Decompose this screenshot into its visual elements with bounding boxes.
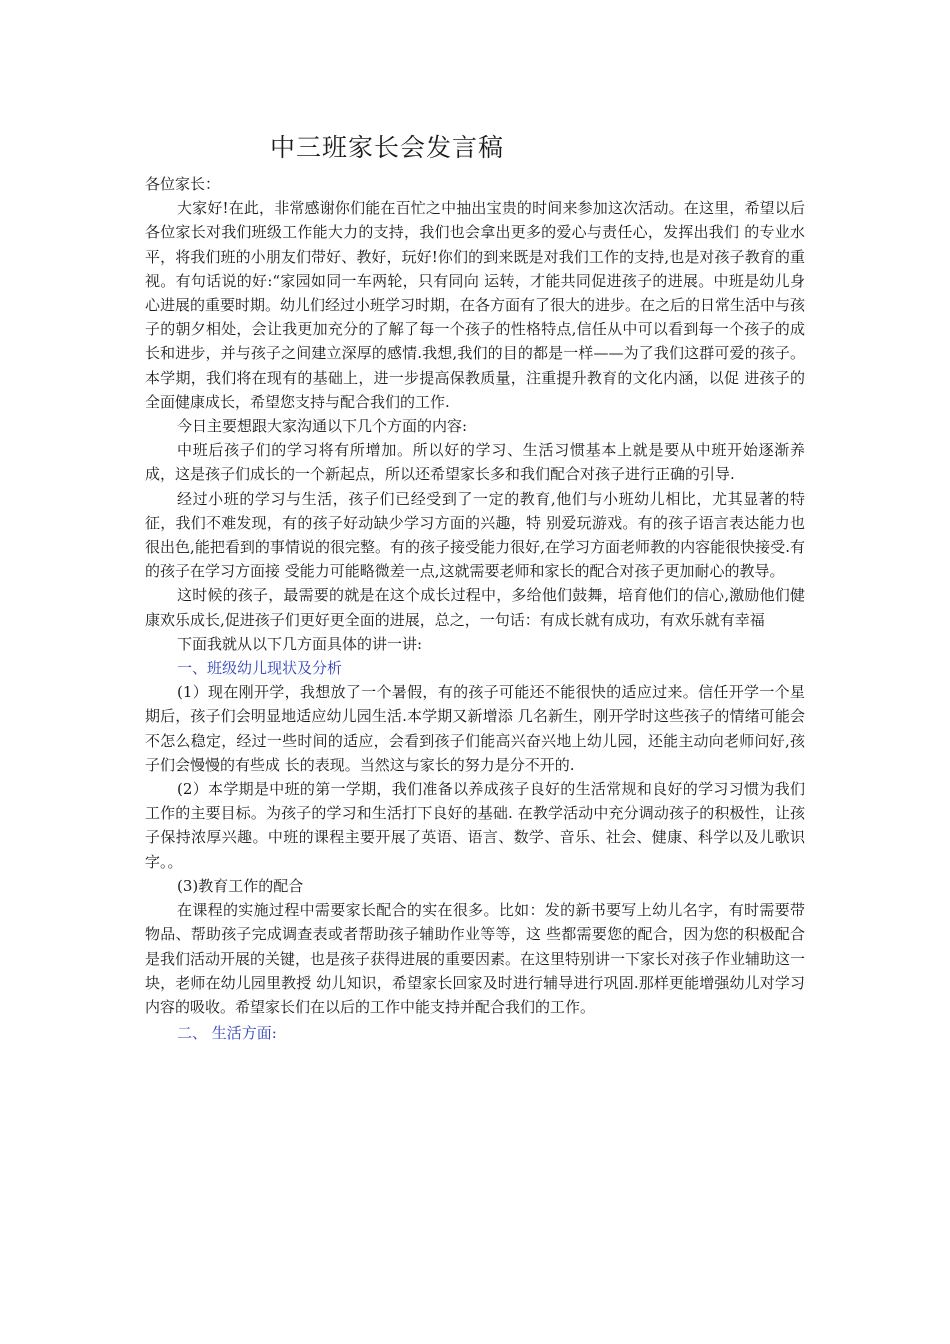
section-item-1: (1）现在刚开学，我想放了一个暑假，有的孩子可能还不能很快的适应过来。信任开学一个星期后，孩子们会明显地适应幼儿园生活.本学期又新增添 几名新生，刚开学时这些孩子的情绪可能会不怎么稳定，经过一些时间的适应，会看到孩子们能高兴奋兴地上幼儿园，还能主动向老师问好,孩子们会慢慢的有些成 长的表现。当然这与家长的努力是分不开的. — [145, 683, 805, 774]
document-page — [145, 128, 805, 1045]
paragraph-greeting: 大家好!在此，非常感谢你们能在百忙之中抽出宝贵的时间来参加这次活动。在这里，希望以后各位家长对我们班级工作能大力的支持，我们也会拿出更多的爱心与责任心，发挥出我们 的专业水平，将我们班的小朋友们带好、教好，玩好!你们的到来既是对我们工作的支持,也是对孩子教育的重视。有句话说的好:“家园如同一车两轮，只有同向 运转，才能共同促进孩子的进展。中班是幼儿身心进展的重要时期。幼儿们经过小班学习时期，在各方面有了很大的进步。在之后的日常生活中与孩子的朝夕相处，会让我更加充分的了解了每一个孩子的性格特点,信任从中可以看到每一个孩子的成长和进步，并与孩子之间建立深厚的感情.我想,我们的目的都是一样——为了我们这群可爱的孩子。本学期，我们将在现有的基础上，进一步提高保教质量，注重提升教育的文化内涵，以促 进孩子的全面健康成长，希望您支持与配合我们的工作. — [145, 199, 806, 411]
paragraph-study-habits: 中班后孩子们的学习将有所增加。所以好的学习、生活习惯基本上就是要从中班开始逐渐养成，这是孩子们成长的一个新起点，所以还希望家长多和我们配合对孩子进行正确的引导. — [145, 441, 805, 484]
paragraph-topics-intro: 今日主要想跟大家沟通以下几个方面的内容: — [177, 417, 468, 436]
document-title: 中三班家长会发言稿 — [270, 133, 505, 162]
section-item-3-title: (3)教育工作的配合 — [177, 876, 304, 895]
section-item-2: (2）本学期是中班的第一学期，我们准备以养成孩子良好的生活常规和良好的学习习惯为我们工作的主要目标。为孩子的学习和生活打下良好的基础. 在教学活动中充分调动孩子的积极性，让孩子保持浓厚兴趣。中班的课程主要开展了英语、语言、数学、音乐、社会、健康、科学以及儿歌识字。。 — [145, 780, 805, 871]
section-heading-class-status: 一、班级幼儿现状及分析 — [177, 659, 343, 678]
paragraph-encouragement: 这时候的孩子，最需要的就是在这个成长过程中，多给他们鼓舞，培育他们的信心,激励他们健康欢乐成长,促进孩子们更好更全面的进展，总之，一句话：有成长就有成功，有欢乐就有幸福 — [145, 586, 805, 629]
paragraph-lead-in: 下面我就从以下几方面具体的讲一讲: — [177, 634, 423, 653]
salutation: 各位家长： — [145, 175, 221, 193]
section-item-3-body: 在课程的实施过程中需要家长配合的实在很多。比如：发的新书要写上幼儿名字，有时需要带物品、帮助孩子完成调查表或者帮助孩子辅助作业等等，这 些都需要您的配合，因为您的积极配合是我们活动开展的关键，也是孩子获得进展的重要因素。在这里特别讲一下家长对孩子作业辅助这一块，老师在幼儿园里教授 幼儿知识，希望家长回家及时进行辅导进行巩固.那样更能增强幼儿对学习内容的吸收。希望家长们在以后的工作中能支持并配合我们的工作。 — [145, 901, 806, 1016]
paragraph-child-traits: 经过小班的学习与生活，孩子们已经受到了一定的教育,他们与小班幼儿相比，尤其显著的特征，我们不难发现，有的孩子好动缺少学习方面的兴趣，特 别爱玩游戏。有的孩子语言表达能力也很出色,能把看到的事情说的很完整。有的孩子接受能力很好,在学习方面老师教的内容能很快接受.有的孩子在学习方面接 受能力可能略微差一点,这就需要老师和家长的配合对孩子更加耐心的教导。 — [145, 489, 805, 581]
section-heading-life: 二、 生活方面: — [177, 1024, 277, 1043]
